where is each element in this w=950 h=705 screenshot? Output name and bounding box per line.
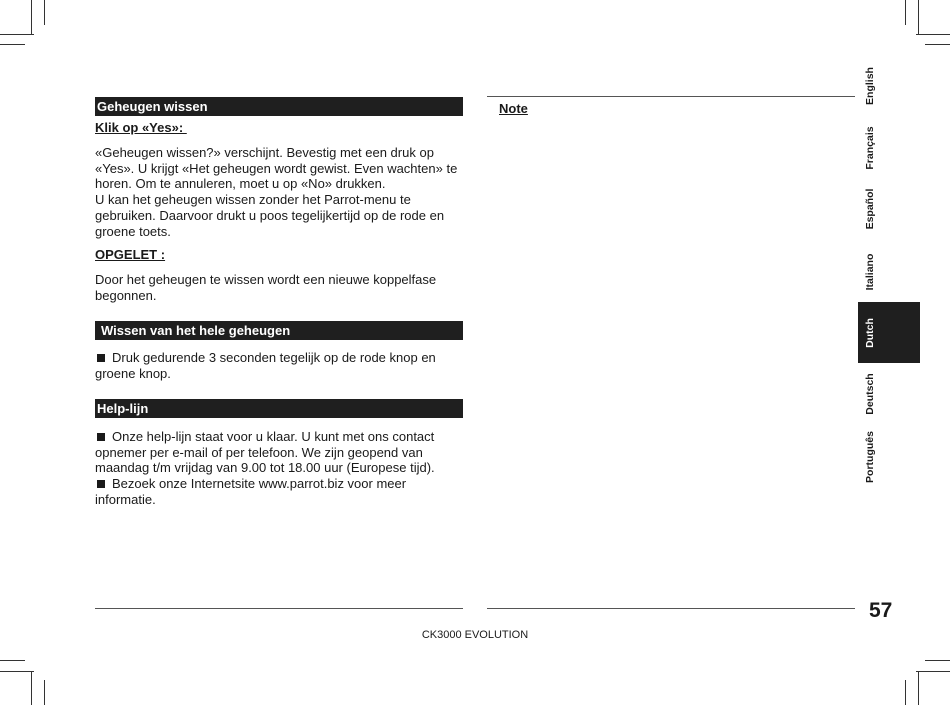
footer-product-name: CK3000 EVOLUTION (421, 629, 529, 641)
crop-mark (44, 680, 45, 705)
bullet-item: Druk gedurende 3 seconden tegelijk op de rode knop en groene knop. (95, 350, 467, 381)
language-tab-francais[interactable] (862, 124, 878, 172)
language-label: English (864, 67, 876, 105)
language-tab-espanol[interactable] (862, 186, 878, 232)
language-tab-deutsch[interactable] (862, 370, 878, 418)
crop-mark (925, 44, 950, 45)
note-top-rule (487, 96, 855, 97)
language-tab-portugues[interactable] (862, 428, 878, 486)
language-tab-italiano[interactable] (862, 250, 878, 294)
paragraph-line: U kan het geheugen wissen zonder het Parrot-menu te gebruiken. Daarvoor drukt u poos tegelijkertijd op de rode en groene toets. (95, 192, 445, 239)
crop-mark (925, 660, 950, 661)
crop-mark (0, 34, 34, 35)
crop-mark (31, 671, 32, 705)
crop-mark (0, 671, 34, 672)
language-tab-english[interactable] (862, 64, 878, 108)
page-number: 57 (869, 599, 893, 622)
section-header-wissen-hele-geheugen: Wissen van het hele geheugen (95, 321, 463, 340)
crop-mark (916, 34, 950, 35)
bullet-item: Onze help-lijn staat voor u klaar. U kunt met ons contact opnemer per e-mail of per telefoon. We zijn geopend van maandag t/m vrijdag van 9.00 tot 18.00 uur (Europese tijd). (95, 429, 467, 476)
crop-mark (31, 0, 32, 34)
paragraph-line: «Geheugen wissen?» verschijnt. Bevestig met een druk op «Yes». U krijgt «Het geheugen wordt gewist. Even wachten» te horen. Om te annuleren, moet u op «No» drukken. (95, 145, 458, 192)
crop-mark (916, 671, 950, 672)
paragraph-geheugen-wissen (95, 145, 467, 239)
crop-mark (0, 660, 25, 661)
subheading-klik-op-yes: Klik op «Yes»: (95, 120, 187, 135)
section-header-help-lijn: Help-lijn (95, 399, 463, 418)
crop-mark (918, 0, 919, 34)
paragraph-line: Door het geheugen te wissen wordt een nieuwe koppelfase begonnen. (95, 272, 437, 303)
bullet-item: Bezoek onze Internetsite www.parrot.biz voor meer informatie. (95, 476, 467, 507)
bullet-list-wissen (95, 350, 467, 381)
warning-heading: OPGELET : (95, 247, 166, 262)
language-label: Español (864, 188, 876, 230)
crop-mark (0, 44, 25, 45)
language-label: Português (864, 431, 876, 483)
crop-mark (918, 671, 919, 705)
note-heading: Note (499, 101, 528, 116)
language-label: Deutsch (864, 373, 876, 415)
bullet-list-help-lijn (95, 429, 467, 508)
bottom-rule-left (95, 608, 463, 609)
crop-mark (905, 0, 906, 25)
language-label: Italiano (864, 253, 876, 291)
language-label: Français (864, 126, 876, 170)
language-tab-dutch[interactable] (862, 310, 878, 356)
section-header-geheugen-wissen: Geheugen wissen (95, 97, 463, 116)
bottom-rule-right (487, 608, 855, 609)
crop-mark (905, 680, 906, 705)
crop-mark (44, 0, 45, 25)
warning-text (95, 272, 467, 303)
language-label: Dutch (864, 318, 876, 348)
